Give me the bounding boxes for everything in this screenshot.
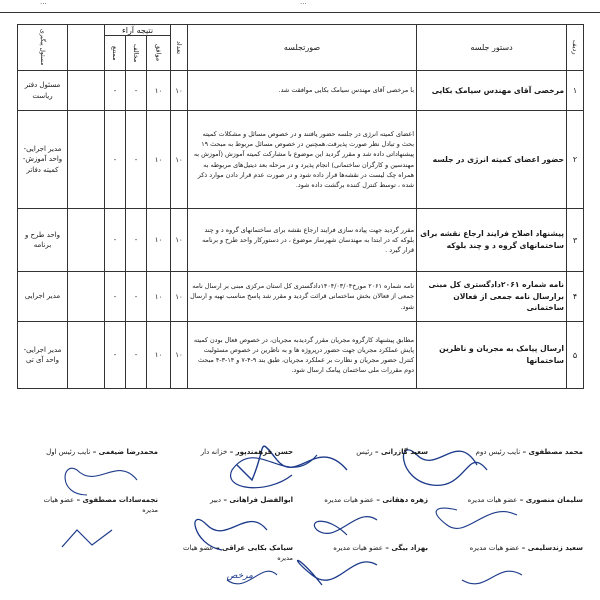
signature-block: سلیمان منصوری – عضو هیات مدیره	[467, 496, 583, 504]
row-followup: مدیر اجرایی- واحد آموزش- کمیته دفاتر	[18, 111, 68, 209]
header-row-1	[18, 25, 584, 36]
header-agree: موافق	[147, 36, 171, 71]
signer-name: سیامک بکایی عراقی	[222, 544, 293, 552]
signer-name: سعید زندسلیمی	[527, 544, 583, 552]
table-row	[18, 272, 584, 322]
signer-role: عضو هیات مدیره	[324, 496, 374, 504]
row-number: ۳	[567, 209, 584, 272]
row-agree: ۱۰	[147, 322, 171, 389]
signer-name: حسن فرهمندپور	[235, 448, 293, 456]
signer-role: عضو هیات مدیره	[469, 544, 520, 552]
row-abstain: -	[105, 209, 126, 272]
row-followup: مدیر اجرایی- واحد آی تی	[18, 322, 68, 389]
row-against: -	[126, 209, 147, 272]
signer-name: محمدرضا ضیغمی	[98, 448, 158, 456]
signer-name: نجمه‌سادات مصطفوی	[82, 496, 158, 504]
header-fragment-left: ...	[40, 0, 47, 6]
row-abstain: -	[105, 272, 126, 322]
row-agenda: حضور اعضای کمیته انرژی در جلسه	[417, 111, 567, 209]
signature-block: ابوالفضل فراهانی – دبیر	[209, 496, 293, 504]
signature-block: سعید گازرانی – رئیس	[356, 448, 428, 456]
row-followup: واحد طرح و برنامه	[18, 209, 68, 272]
row-spacer	[68, 322, 105, 389]
row-agenda: نامه شماره ۲۰۶۱دادگستری کل مبنی برارسال نامه جمعی از فعالان ساختمانی	[417, 272, 567, 322]
signer-role: خزانه دار	[200, 448, 228, 456]
signer-role: عضو هیات مدیره	[467, 496, 518, 504]
row-spacer	[68, 111, 105, 209]
row-number: ۴	[567, 272, 584, 322]
header-abstain: ممتنع	[105, 36, 126, 71]
row-number: ۵	[567, 322, 584, 389]
row-count: ۱۰	[171, 272, 188, 322]
signature-block: زهره دهقانی – عضو هیات مدیره	[324, 496, 428, 504]
header-row-number: ردیف	[567, 25, 584, 71]
header-count: تعداد	[171, 25, 188, 71]
signer-role-continued: مدیره	[277, 553, 293, 562]
signer-role: عضو هیات	[43, 496, 75, 504]
row-abstain: -	[105, 71, 126, 111]
row-minutes: مطابق پیشنهاد کارگروه مجریان مقرر گردیدبه مجریان، در خصوص فعال بودن کمیته پایش عملکرد مجریان جهت حضور درپروژه ها و به ناظرین در خصوص مسئولیت کنترل حضور مجریان و نظارت بر عملکرد مجریان، طبق بند ۹-۴-۷ و ۱۴-۳-۴ مبحث دوم مقررات ملی ساختمان پیامک ارسال شود.	[188, 322, 417, 389]
header-against: مخالف	[126, 36, 147, 71]
signer-name: ابوالفضل فراهانی	[229, 496, 293, 504]
row-agree: ۱۰	[147, 71, 171, 111]
row-agenda: ارسال پیامک به مجریان و ناظرین ساختمانها	[417, 322, 567, 389]
signer-name: بهزاد بیگی	[391, 544, 428, 552]
row-followup: مسئول دفتر ریاست	[18, 71, 68, 111]
row-followup: مدیر اجرایی	[18, 272, 68, 322]
row-count: ۱۰	[171, 71, 188, 111]
signer-role: رئیس	[356, 448, 373, 456]
table-row	[18, 71, 584, 111]
header-strip	[0, 0, 600, 13]
signer-role: عضو هیات مدیره	[333, 544, 383, 552]
signature-block: محمد مصطفوی – نایب رئیس دوم	[475, 448, 583, 456]
signature-block: حسن فرهمندپور – خزانه دار	[200, 448, 293, 456]
row-against: -	[126, 71, 147, 111]
signature-block: بهزاد بیگی – عضو هیات مدیره	[333, 544, 428, 552]
row-count: ۱۰	[171, 111, 188, 209]
signer-name: سلیمان منصوری	[525, 496, 583, 504]
row-minutes: مقرر گردید جهت پیاده سازی فرایند ارجاع نقشه برای ساختمانهای گروه د و چند بلوکه که در ابتدا به مهندسان شهرساز موضوع ، در دستورکار واحد طرح و برنامه قرار گیرد .	[188, 209, 417, 272]
row-number: ۲	[567, 111, 584, 209]
table-row	[18, 322, 584, 389]
signer-name: سعید گازرانی	[380, 448, 428, 456]
signature-block: سیامک بکایی عراقی – عضو هیات مدیره	[152, 543, 293, 591]
signature-block: محمدرضا ضیغمی – نایب رئیس اول	[46, 448, 158, 456]
row-abstain: -	[105, 111, 126, 209]
header-spacer	[68, 25, 105, 71]
row-agenda: پیشنهاد اصلاح فرایند ارجاع نقشه برای ساختمانهای گروه د و چند بلوکه	[417, 209, 567, 272]
header-agenda: دستور جلسه	[417, 25, 567, 71]
signer-role: نایب رئیس اول	[46, 448, 91, 456]
row-minutes: اعضای کمیته انرژی در جلسه حضور یافتند و در خصوص مسائل و مشکلات کمیته بحث و تبادل نظر صورت پذیرفت.همچنین در خصوص مسائل مربوط به مبحث ۱۹ پیشنهاداتی داده شد و مقرر گردید این موضوع با مشارکت کمیته آموزش (آموزش به مهندسین و کارگران ساختمانی) انجام پذیرد و در مرحله بعد دیتیل‌های مربوطه به همراه چک لیست در نقشه‌ها قرار داده شود و در صورت عدم قرار دادن موارد ذکر شده ، توسط کنترل کننده برگشت داده شود.	[188, 111, 417, 209]
row-spacer	[68, 272, 105, 322]
row-agenda: مرخصی آقای مهندس سیامک بکایی	[417, 71, 567, 111]
signer-role: دبیر	[209, 496, 222, 504]
row-against: -	[126, 272, 147, 322]
row-agree: ۱۰	[147, 272, 171, 322]
row-minutes: نامه شماره ۲۰۶۱ مورخ۱۴۰۴/۰۳/۰۴دادگستری کل استان مرکزی مبنی بر ارسال نامه جمعی از فعالان بخش ساختمانی قرائت گردید و مقرر شد پاسخ مناسب تهیه و ارسال شود.	[188, 272, 417, 322]
row-against: -	[126, 111, 147, 209]
table-row	[18, 111, 584, 209]
minutes-table	[17, 24, 584, 389]
header-result: نتیجه آراء	[105, 25, 171, 36]
signer-role: نایب رئیس دوم	[475, 448, 521, 456]
signature-block: نجمه‌سادات مصطفوی – عضو هیات مدیره	[17, 495, 158, 543]
signer-role: عضو هیات	[183, 544, 214, 552]
header-minutes: صورتجلسه	[188, 25, 417, 71]
header-followup: مسئول پیگیری	[18, 25, 68, 71]
row-agree: ۱۰	[147, 111, 171, 209]
signature-section	[17, 435, 583, 600]
row-agree: ۱۰	[147, 209, 171, 272]
signature-block: سعید زندسلیمی – عضو هیات مدیره	[469, 544, 583, 552]
row-minutes: با مرخصی آقای مهندس سیامک بکایی موافقت شد.	[188, 71, 417, 111]
signer-name: زهره دهقانی	[382, 496, 428, 504]
row-against: -	[126, 322, 147, 389]
row-spacer	[68, 71, 105, 111]
row-count: ۱۰	[171, 209, 188, 272]
handwritten-note: مرخص	[226, 571, 253, 581]
signer-name: محمد مصطفوی	[528, 448, 583, 456]
table-row	[18, 209, 584, 272]
row-abstain: -	[105, 322, 126, 389]
row-number: ۱	[567, 71, 584, 111]
header-fragment-mid: ...	[300, 0, 307, 6]
signer-role-continued: مدیره	[142, 505, 158, 514]
row-count: ۱۰	[171, 322, 188, 389]
row-spacer	[68, 209, 105, 272]
